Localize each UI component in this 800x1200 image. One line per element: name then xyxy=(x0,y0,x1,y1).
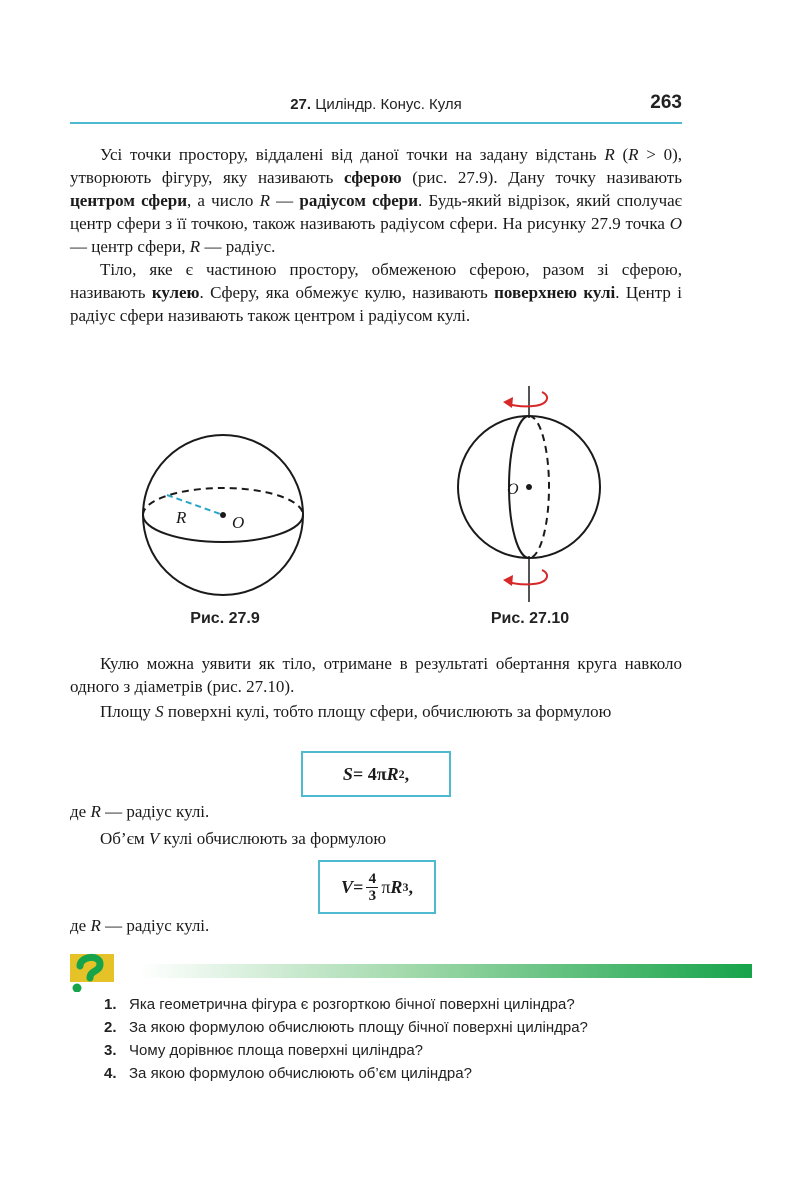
question-item: 3. Чому дорівнює площа поверхні циліндра? xyxy=(104,1042,424,1059)
center-point xyxy=(526,484,532,490)
figure-caption-27-9: Рис. 27.9 xyxy=(190,610,260,627)
paragraph-ball-rotation: Кулю можна уявити як тіло, отримане в результаті обертання круга навколо одного з діаметрів (рис. 27.10). xyxy=(70,654,682,696)
figure-caption-27-10: Рис. 27.10 xyxy=(490,610,570,627)
volume-fraction: $\frac{4}{3}$ xyxy=(366,871,378,904)
rotation-text xyxy=(70,652,682,723)
questions-divider-bar xyxy=(140,964,752,978)
question-item: 2. За якою формулою обчислюють площу бічної поверхні циліндра? xyxy=(104,1019,588,1036)
center-label: O xyxy=(232,513,245,532)
page-header xyxy=(70,92,682,122)
intro-text xyxy=(70,143,682,327)
chapter-title xyxy=(70,96,682,113)
chapter-name: Циліндр. Конус. Куля xyxy=(315,96,462,113)
question-item: 4. За якою формулою обчислюють об’єм циліндра? xyxy=(104,1065,472,1082)
area-note xyxy=(70,800,682,850)
question-item: 1. Яка геометрична фігура є розгорткою бічної поверхні циліндра? xyxy=(104,996,575,1013)
question-list xyxy=(104,993,684,1085)
volume-note xyxy=(70,914,682,937)
radius-label: R xyxy=(176,508,187,527)
equator-front xyxy=(143,515,303,542)
sphere-figure xyxy=(130,425,320,605)
center-point xyxy=(220,512,226,518)
center-label: O xyxy=(507,481,519,498)
page-number: 263 xyxy=(650,92,682,113)
paragraph-area-radius: де R — радіус кулі. xyxy=(70,802,210,821)
equator-back xyxy=(143,488,303,515)
paragraph-volume-intro: Об’єм V кулі обчислюють за формулою xyxy=(100,829,387,848)
header-divider xyxy=(70,122,682,124)
area-formula-box: S = 4π R 2 , xyxy=(301,751,451,797)
question-mark-icon xyxy=(70,950,114,992)
chapter-number: 27. xyxy=(290,96,312,113)
rotation-figure xyxy=(445,378,615,608)
paragraph-area-intro: Площу S поверхні кулі, тобто площу сфери, обчислюють за формулою xyxy=(100,702,612,721)
paragraph-ball-definition: Тіло, яке є частиною простору, обмеженою сферою, разом зі сферою, називають кулею. Сферу, яка обмежує кулю, називають поверхнею кулі. Центр і радіус сфери називають також центром і радіусом кулі. xyxy=(70,260,682,325)
rotation-arrow-top-icon xyxy=(503,392,547,408)
volume-formula-box: V = $\frac{4}{3}$ π R 3 , xyxy=(318,860,436,914)
paragraph-volume-radius: де R — радіус кулі. xyxy=(70,916,210,935)
rotation-arrow-bottom-icon xyxy=(503,570,547,586)
paragraph-sphere-definition: Усі точки простору, віддалені від даної точки на задану відстань R (R > 0), утворюють фігуру, яку називають сферою (рис. 27.9). Дану точку називають центром сфери, а число R — радіусом сфери. Будь-який відрізок, який сполучає центр сфери з її точкою, також називають радіусом сфери. На рисунку 27.9 точка O — центр сфери, R — радіус. xyxy=(70,145,682,256)
